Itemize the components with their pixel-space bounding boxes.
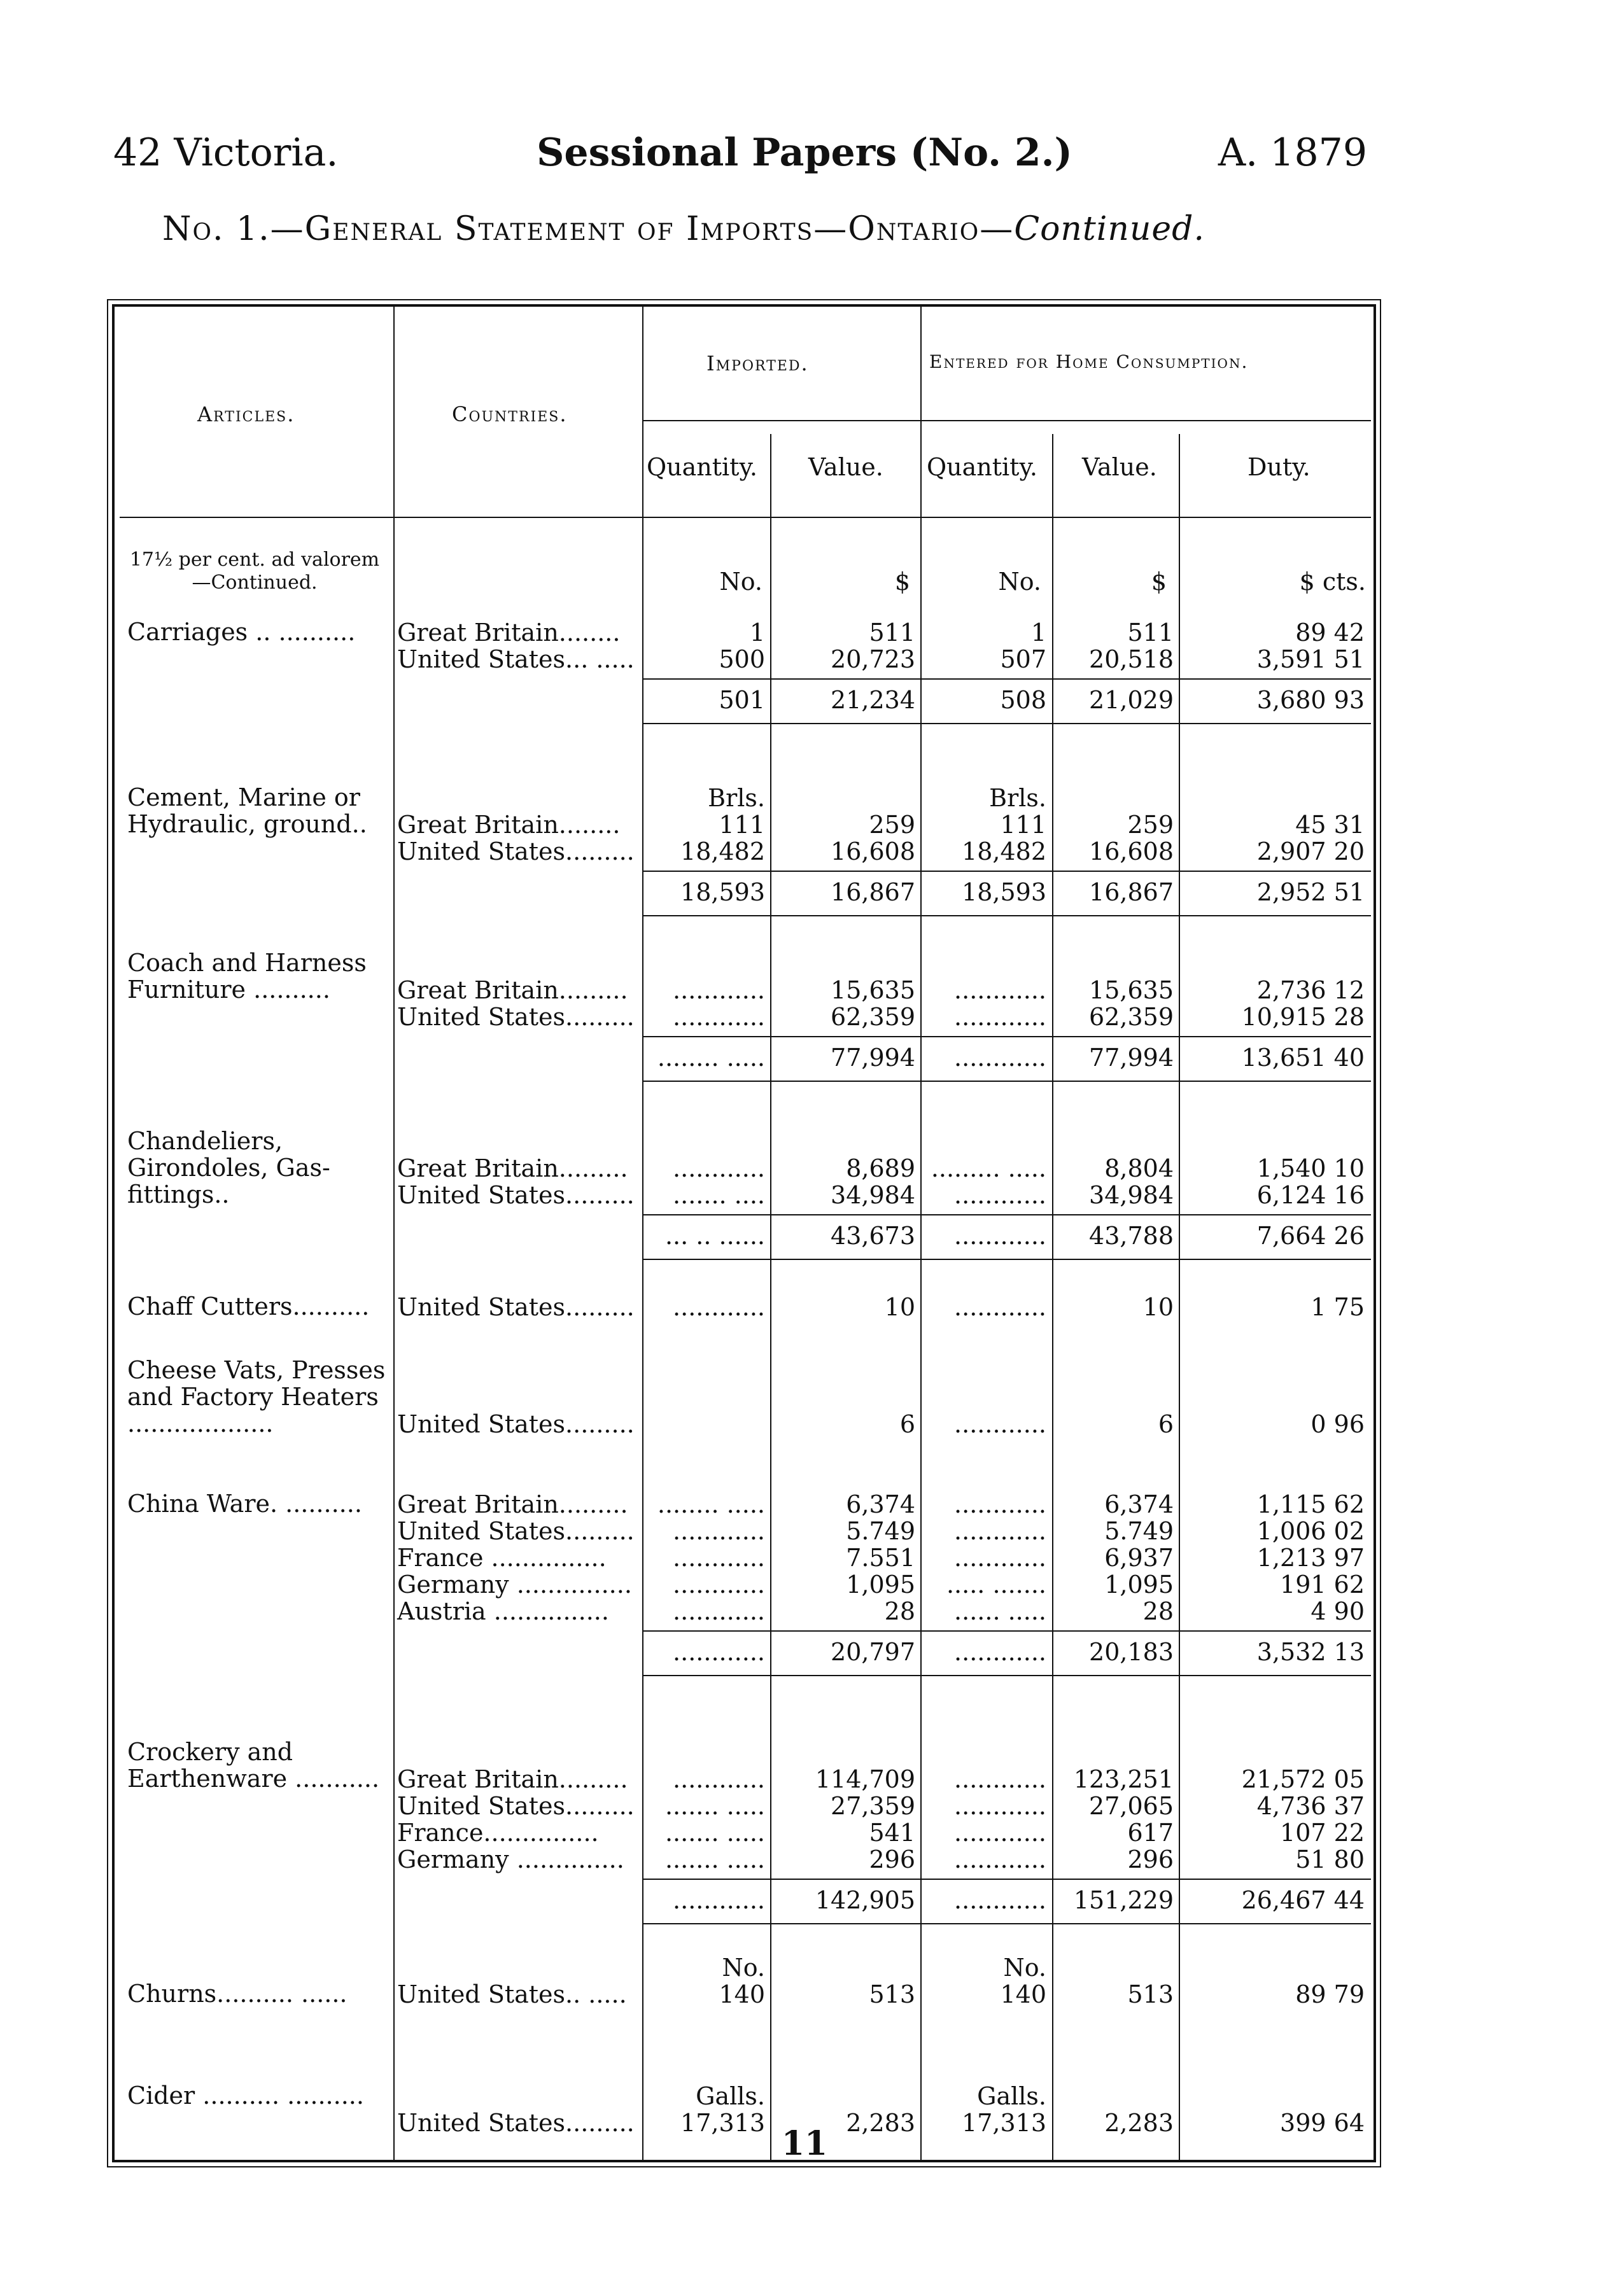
cell-d: 2,907 20 bbox=[1256, 837, 1365, 865]
cell-iv: 6 bbox=[899, 1410, 915, 1438]
rule-ent-qty bbox=[1052, 434, 1053, 2160]
cell-d: 107 22 bbox=[1280, 1819, 1365, 1847]
cell-ev: 123,251 bbox=[1073, 1765, 1174, 1793]
total-iq: 501 bbox=[719, 686, 765, 714]
country-name: United States......... bbox=[397, 1517, 635, 1545]
cell-iv: 114,709 bbox=[815, 1765, 915, 1793]
cell-iv: 511 bbox=[869, 619, 915, 647]
running-head-left: 42 Victoria. bbox=[113, 130, 339, 175]
cell-ev: 513 bbox=[1127, 1980, 1174, 2008]
cell-d: 51 80 bbox=[1295, 1845, 1365, 1873]
total-ev: 43,788 bbox=[1089, 1222, 1174, 1250]
unit-duty: $ cts. bbox=[1299, 568, 1366, 596]
unit-imp-qty: No. bbox=[722, 1954, 765, 1982]
article-name: Churns.......... ...... bbox=[127, 1980, 348, 2008]
cell-eq: ............ bbox=[954, 976, 1046, 1004]
cell-iq: ............ bbox=[673, 1154, 765, 1182]
cell-ev: 8,804 bbox=[1104, 1154, 1174, 1182]
page-number: 11 bbox=[781, 2124, 828, 2163]
cell-eq: ............ bbox=[954, 1490, 1046, 1518]
article-name: Carriages .. .......... bbox=[127, 618, 356, 646]
rule-header-bottom bbox=[120, 517, 1371, 518]
unit-imp-qty: No. bbox=[719, 568, 762, 596]
article-name: Chaff Cutters.......... bbox=[127, 1292, 370, 1320]
cell-d: 0 96 bbox=[1310, 1410, 1365, 1438]
cell-iq: ....... ..... bbox=[664, 1819, 765, 1847]
cell-iv: 15,635 bbox=[831, 976, 915, 1004]
article-name: Chandeliers, Girondoles, Gas-fittings.. bbox=[127, 1127, 330, 1208]
country-name: United States......... bbox=[397, 1410, 635, 1438]
cell-iv: 8,689 bbox=[846, 1154, 915, 1182]
cell-iq: 140 bbox=[719, 1980, 765, 2008]
cell-ev: 259 bbox=[1127, 811, 1174, 839]
total-rule bbox=[642, 871, 1371, 872]
unit-ent-val: $ bbox=[1151, 568, 1167, 596]
unit-ent-qty: Galls. bbox=[977, 2082, 1046, 2110]
cell-iv: 16,608 bbox=[831, 837, 915, 865]
table-title bbox=[162, 210, 1205, 248]
cell-iq: ............ bbox=[673, 1571, 765, 1599]
country-name: Great Britain......... bbox=[397, 1765, 628, 1793]
cell-ev: 10 bbox=[1142, 1293, 1174, 1321]
cell-iv: 1,095 bbox=[846, 1571, 915, 1599]
total-iq: ........ ..... bbox=[657, 1044, 765, 1072]
country-name: United States......... bbox=[397, 2109, 635, 2137]
cell-d: 1,540 10 bbox=[1256, 1154, 1365, 1182]
total-rule bbox=[642, 1630, 1371, 1632]
cell-eq: 1 bbox=[1030, 619, 1046, 647]
cell-iq: ............ bbox=[673, 1544, 765, 1572]
col-imp-val: Value. bbox=[808, 453, 883, 481]
rule-countries bbox=[642, 307, 643, 2160]
total-iq: ............ bbox=[673, 1886, 765, 1914]
total-eq: ............ bbox=[954, 1638, 1046, 1666]
total-eq: 18,593 bbox=[962, 878, 1046, 906]
country-name: France ............... bbox=[397, 1544, 607, 1572]
article-name: Cider .......... .......... bbox=[127, 2082, 364, 2110]
cell-d: 1,115 62 bbox=[1256, 1490, 1365, 1518]
col-ent-val: Value. bbox=[1082, 453, 1157, 481]
cell-iv: 259 bbox=[869, 811, 915, 839]
cell-d: 45 31 bbox=[1295, 811, 1365, 839]
cell-ev: 27,065 bbox=[1089, 1792, 1174, 1820]
total-iv: 43,673 bbox=[831, 1222, 915, 1250]
cell-ev: 6,937 bbox=[1104, 1544, 1174, 1572]
col-imp-qty: Quantity. bbox=[647, 453, 757, 481]
unit-imp-qty: Galls. bbox=[696, 2082, 765, 2110]
cell-eq: ............ bbox=[954, 1003, 1046, 1031]
running-head-title: Sessional Papers (No. 2.) bbox=[537, 130, 1072, 175]
country-name: Germany ............... bbox=[397, 1571, 632, 1599]
cell-eq: ............ bbox=[954, 1293, 1046, 1321]
cell-iq: 18,482 bbox=[680, 837, 765, 865]
statement-table bbox=[112, 304, 1376, 2162]
cell-ev: 28 bbox=[1142, 1597, 1174, 1625]
col-countries: Countries. bbox=[452, 402, 568, 426]
cell-eq: 18,482 bbox=[962, 837, 1046, 865]
total-ev: 20,183 bbox=[1089, 1638, 1174, 1666]
country-name: Great Britain........ bbox=[397, 619, 621, 647]
total-iv: 142,905 bbox=[815, 1886, 915, 1914]
cell-ev: 5.749 bbox=[1104, 1517, 1174, 1545]
total-eq: ............ bbox=[954, 1886, 1046, 1914]
cell-d: 89 79 bbox=[1295, 1980, 1365, 2008]
total-iq: ............ bbox=[673, 1638, 765, 1666]
total-iv: 21,234 bbox=[831, 686, 915, 714]
cell-ev: 62,359 bbox=[1089, 1003, 1174, 1031]
unit-imp-val: $ bbox=[894, 568, 910, 596]
cell-iv: 296 bbox=[869, 1845, 915, 1873]
cell-eq: ............ bbox=[954, 1181, 1046, 1209]
cell-ev: 511 bbox=[1127, 619, 1174, 647]
col-articles: Articles. bbox=[197, 402, 295, 426]
country-name: United States......... bbox=[397, 1181, 635, 1209]
cell-iv: 541 bbox=[869, 1819, 915, 1847]
cell-iv: 20,723 bbox=[831, 645, 915, 673]
total-ev: 16,867 bbox=[1089, 878, 1174, 906]
row-rule bbox=[642, 1675, 1371, 1676]
country-name: Great Britain........ bbox=[397, 811, 621, 839]
rule-imp-qty bbox=[770, 434, 771, 2160]
total-d: 13,651 40 bbox=[1241, 1044, 1365, 1072]
rule-group-header bbox=[642, 420, 1371, 421]
row-rule bbox=[642, 1259, 1371, 1260]
cell-d: 3,591 51 bbox=[1256, 645, 1365, 673]
cell-iv: 5.749 bbox=[846, 1517, 915, 1545]
running-head-right: A. 1879 bbox=[1218, 130, 1367, 175]
cell-eq: ............ bbox=[954, 1819, 1046, 1847]
total-ev: 21,029 bbox=[1089, 686, 1174, 714]
article-name: Coach and Harness Furniture .......... bbox=[127, 949, 367, 1004]
article-name: Cement, Marine or Hydraulic, ground.. bbox=[127, 783, 367, 838]
cell-ev: 16,608 bbox=[1089, 837, 1174, 865]
cell-iv: 27,359 bbox=[831, 1792, 915, 1820]
article-name: Crockery and Earthenware ........... bbox=[127, 1738, 380, 1793]
cell-iq: ....... ..... bbox=[664, 1845, 765, 1873]
cell-d: 1,213 97 bbox=[1256, 1544, 1365, 1572]
country-name: United States......... bbox=[397, 837, 635, 865]
total-iq: 18,593 bbox=[680, 878, 765, 906]
country-name: Germany .............. bbox=[397, 1845, 624, 1873]
cell-eq: ............ bbox=[954, 1765, 1046, 1793]
cell-eq: 140 bbox=[1000, 1980, 1046, 2008]
col-duty: Duty. bbox=[1247, 453, 1310, 481]
cell-iq: ............ bbox=[673, 1003, 765, 1031]
cell-d: 191 62 bbox=[1280, 1571, 1365, 1599]
cell-iv: 6,374 bbox=[846, 1490, 915, 1518]
cell-iq: ....... ..... bbox=[664, 1792, 765, 1820]
cell-eq: 507 bbox=[1000, 645, 1046, 673]
cell-eq: ............ bbox=[954, 1792, 1046, 1820]
total-eq: 508 bbox=[1000, 686, 1046, 714]
cell-d: 89 42 bbox=[1295, 619, 1365, 647]
cell-eq: ...... ..... bbox=[954, 1597, 1046, 1625]
table-title-main: No. 1.—General Statement of Imports—Ontario— bbox=[162, 210, 1015, 248]
cell-iq: ........ ..... bbox=[657, 1490, 765, 1518]
country-name: United States......... bbox=[397, 1003, 635, 1031]
cell-d: 4 90 bbox=[1310, 1597, 1365, 1625]
unit-ent-qty: No. bbox=[1003, 1954, 1046, 1982]
total-eq: ............ bbox=[954, 1044, 1046, 1072]
country-name: United States......... bbox=[397, 1293, 635, 1321]
cell-iq: ............ bbox=[673, 1517, 765, 1545]
total-iq: ... .. ...... bbox=[664, 1222, 765, 1250]
total-d: 26,467 44 bbox=[1241, 1886, 1365, 1914]
total-iv: 16,867 bbox=[831, 878, 915, 906]
cell-d: 2,736 12 bbox=[1256, 976, 1365, 1004]
article-name: Cheese Vats, Presses and Factory Heaters ................... bbox=[127, 1356, 386, 1438]
total-rule bbox=[642, 678, 1371, 680]
cell-d: 1 75 bbox=[1310, 1293, 1365, 1321]
row-rule bbox=[642, 723, 1371, 724]
table-title-continued: Continued. bbox=[1014, 210, 1205, 248]
cell-iv: 62,359 bbox=[831, 1003, 915, 1031]
country-name: Great Britain......... bbox=[397, 976, 628, 1004]
cell-eq: ............ bbox=[954, 1544, 1046, 1572]
total-eq: ............ bbox=[954, 1222, 1046, 1250]
total-ev: 77,994 bbox=[1089, 1044, 1174, 1072]
country-name: Great Britain......... bbox=[397, 1490, 628, 1518]
unit-ent-qty: No. bbox=[998, 568, 1041, 596]
total-iv: 20,797 bbox=[831, 1638, 915, 1666]
total-rule bbox=[642, 1879, 1371, 1880]
cell-iq: ....... .... bbox=[673, 1181, 765, 1209]
total-d: 3,532 13 bbox=[1256, 1638, 1365, 1666]
col-entered: Entered for Home Consumption. bbox=[929, 351, 1249, 372]
cell-d: 21,572 05 bbox=[1241, 1765, 1365, 1793]
country-name: France............... bbox=[397, 1819, 599, 1847]
cell-iv: 28 bbox=[884, 1597, 915, 1625]
cell-eq: ............ bbox=[954, 1517, 1046, 1545]
cell-eq: ......... ..... bbox=[931, 1154, 1046, 1182]
cell-eq: 17,313 bbox=[962, 2109, 1046, 2137]
total-d: 2,952 51 bbox=[1256, 878, 1365, 906]
country-name: United States.. ..... bbox=[397, 1980, 627, 2008]
cell-eq: 111 bbox=[1000, 811, 1046, 839]
total-ev: 151,229 bbox=[1073, 1886, 1174, 1914]
unit-ent-qty: Brls. bbox=[989, 784, 1046, 812]
cell-d: 4,736 37 bbox=[1256, 1792, 1365, 1820]
cell-d: 6,124 16 bbox=[1256, 1181, 1365, 1209]
cell-ev: 15,635 bbox=[1089, 976, 1174, 1004]
col-imported: Imported. bbox=[706, 351, 809, 375]
rule-ent-val bbox=[1179, 434, 1180, 2160]
cell-iv: 513 bbox=[869, 1980, 915, 2008]
cell-d: 10,915 28 bbox=[1241, 1003, 1365, 1031]
total-iv: 77,994 bbox=[831, 1044, 915, 1072]
cell-iq: ............ bbox=[673, 976, 765, 1004]
cell-ev: 34,984 bbox=[1089, 1181, 1174, 1209]
cell-ev: 296 bbox=[1127, 1845, 1174, 1873]
cell-eq: ..... ....... bbox=[946, 1571, 1046, 1599]
cell-iq: 1 bbox=[749, 619, 765, 647]
col-ent-qty: Quantity. bbox=[927, 453, 1037, 481]
total-rule bbox=[642, 1036, 1371, 1037]
country-name: Austria ............... bbox=[397, 1597, 609, 1625]
rule-articles bbox=[393, 307, 395, 2160]
cell-ev: 6,374 bbox=[1104, 1490, 1174, 1518]
section-label: 17½ per cent. ad valorem—Continued. bbox=[129, 549, 380, 594]
country-name: United States......... bbox=[397, 1792, 635, 1820]
country-name: Great Britain......... bbox=[397, 1154, 628, 1182]
total-rule bbox=[642, 1214, 1371, 1215]
cell-iv: 2,283 bbox=[846, 2109, 915, 2137]
article-name: China Ware. .......... bbox=[127, 1490, 362, 1518]
cell-ev: 1,095 bbox=[1104, 1571, 1174, 1599]
row-rule bbox=[642, 1923, 1371, 1924]
cell-iq: ............ bbox=[673, 1765, 765, 1793]
cell-ev: 6 bbox=[1158, 1410, 1174, 1438]
cell-iv: 34,984 bbox=[831, 1181, 915, 1209]
cell-ev: 2,283 bbox=[1104, 2109, 1174, 2137]
cell-iq: ............ bbox=[673, 1597, 765, 1625]
cell-eq: ............ bbox=[954, 1410, 1046, 1438]
country-name: United States... ..... bbox=[397, 645, 635, 673]
cell-d: 1,006 02 bbox=[1256, 1517, 1365, 1545]
cell-iq: 500 bbox=[719, 645, 765, 673]
cell-ev: 20,518 bbox=[1089, 645, 1174, 673]
total-d: 3,680 93 bbox=[1256, 686, 1365, 714]
cell-iv: 7.551 bbox=[846, 1544, 915, 1572]
cell-eq: ............ bbox=[954, 1845, 1046, 1873]
unit-imp-qty: Brls. bbox=[708, 784, 765, 812]
cell-iv: 10 bbox=[884, 1293, 915, 1321]
row-rule bbox=[642, 1081, 1371, 1082]
rule-imported bbox=[920, 307, 922, 2160]
cell-ev: 617 bbox=[1127, 1819, 1174, 1847]
cell-iq: 111 bbox=[719, 811, 765, 839]
row-rule bbox=[642, 915, 1371, 916]
total-d: 7,664 26 bbox=[1256, 1222, 1365, 1250]
cell-d: 399 64 bbox=[1280, 2109, 1365, 2137]
cell-iq: 17,313 bbox=[680, 2109, 765, 2137]
cell-iq: ............ bbox=[673, 1293, 765, 1321]
